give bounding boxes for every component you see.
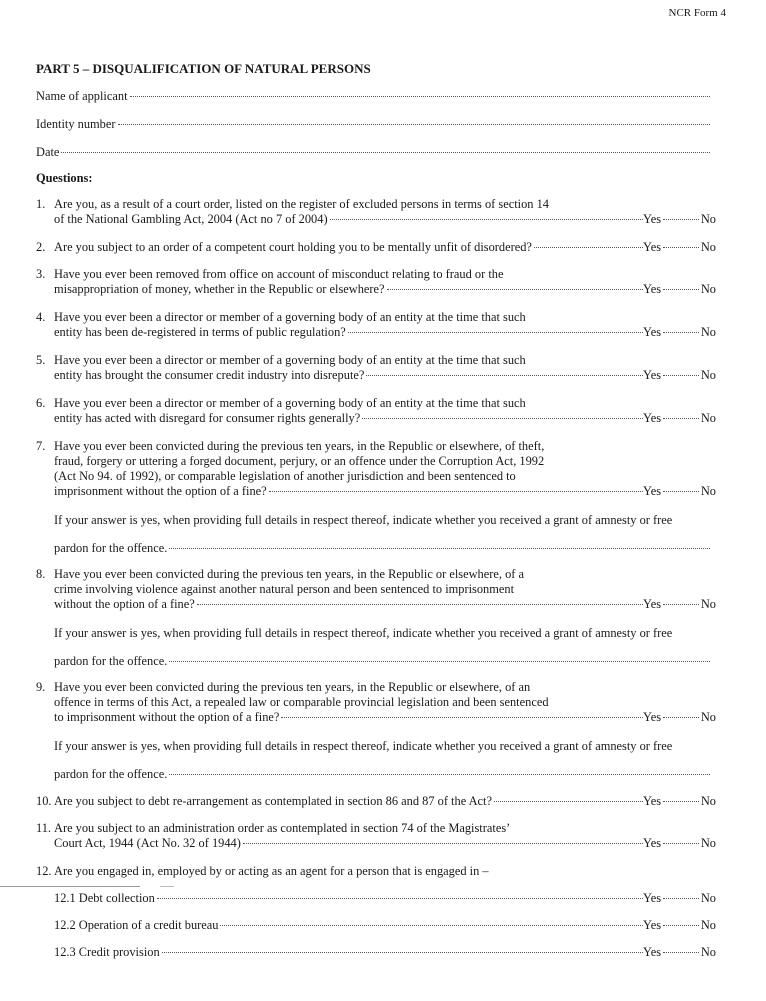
leader-dots [387, 289, 643, 290]
no-option[interactable]: No [700, 597, 716, 611]
question-text: of the National Gambling Act, 2004 (Act no 7 of 2004) [54, 212, 328, 226]
identity-number-line[interactable] [118, 124, 711, 125]
question-7 [36, 439, 716, 499]
leader-dots [663, 247, 699, 248]
leader-dots [663, 604, 699, 605]
amnesty-note-7: If your answer is yes, when providing full details in respect thereof, indicate whether you received a grant of amnesty or free [54, 513, 673, 527]
question-text: without the option of a fine? [54, 597, 195, 611]
amnesty-answer-9[interactable] [54, 767, 710, 782]
question-text: misappropriation of money, whether in the Republic or elsewhere? [54, 282, 385, 296]
leader-dots [330, 219, 643, 220]
identity-number-field[interactable] [36, 117, 710, 132]
yes-option[interactable]: Yes [643, 484, 662, 498]
no-option[interactable]: No [700, 945, 716, 959]
yes-option[interactable]: Yes [643, 836, 662, 850]
yes-option[interactable]: Yes [643, 794, 662, 808]
part-title: PART 5 – DISQUALIFICATION OF NATURAL PERSONS [36, 61, 371, 76]
question-text: offence in terms of this Act, a repealed law or comparable provincial legislation and been sentenced [54, 695, 549, 709]
yes-no-answer[interactable] [643, 597, 716, 612]
yes-no-answer[interactable] [643, 484, 716, 499]
no-option[interactable]: No [700, 891, 716, 905]
amnesty-answer-8[interactable] [54, 654, 710, 669]
question-number: 8. [36, 567, 46, 581]
yes-no-answer[interactable] [643, 794, 716, 809]
question-text: Have you ever been a director or member of a governing body of an entity at the time that such [54, 353, 526, 367]
yes-no-answer[interactable] [643, 282, 716, 297]
question-number: 12. [36, 864, 52, 878]
leader-dots [362, 418, 643, 419]
yes-no-answer[interactable] [643, 240, 716, 255]
sub-item-label: 12.3 Credit provision [54, 945, 160, 959]
no-option[interactable]: No [700, 836, 716, 850]
question-text: (Act No 94. of 1992), or comparable legislation of another jurisdiction and been sentenced to [54, 469, 516, 483]
question-text: to imprisonment without the option of a fine? [54, 710, 280, 724]
question-number: 4. [36, 310, 46, 324]
no-option[interactable]: No [700, 212, 716, 226]
yes-no-answer[interactable] [643, 918, 716, 933]
no-option[interactable]: No [700, 282, 716, 296]
yes-option[interactable]: Yes [643, 710, 662, 724]
question-text: crime involving violence against another natural person and been sentenced to imprisonment [54, 582, 515, 596]
question-text: Are you subject to debt re-arrangement as contemplated in section 86 and 87 of the Act? [54, 794, 492, 808]
leader-dots [348, 332, 643, 333]
yes-option[interactable]: Yes [643, 368, 662, 382]
leader-dots [663, 418, 699, 419]
question-text: Are you, as a result of a court order, listed on the register of excluded persons in terms of section 14 [54, 197, 549, 211]
no-option[interactable]: No [700, 240, 716, 254]
sub-item-label: 12.2 Operation of a credit bureau [54, 918, 219, 932]
leader-dots [663, 375, 699, 376]
question-number: 10. [36, 794, 52, 808]
question-12 [36, 864, 716, 879]
leader-dots [281, 717, 643, 718]
question-text: Have you ever been convicted during the previous ten years, in the Republic or elsewhere, of a [54, 567, 524, 581]
date-line[interactable] [61, 152, 710, 153]
leader-dots [157, 898, 643, 899]
leader-dots [663, 332, 699, 333]
yes-option[interactable]: Yes [643, 325, 662, 339]
date-field[interactable] [36, 145, 710, 160]
sub-item-credit-provision [54, 945, 716, 960]
question-text: Have you ever been convicted during the previous ten years, in the Republic or elsewhere, of theft, [54, 439, 545, 453]
yes-no-answer[interactable] [643, 325, 716, 340]
question-text: Are you subject to an administration order as contemplated in section 74 of the Magistrates’ [54, 821, 511, 835]
applicant-name-label: Name of applicant [36, 89, 128, 103]
question-3 [36, 267, 716, 297]
yes-option[interactable]: Yes [643, 945, 662, 959]
yes-option[interactable]: Yes [643, 411, 662, 425]
leader-dots [663, 801, 699, 802]
leader-dots [366, 375, 643, 376]
leader-dots [220, 925, 643, 926]
leader-dots [663, 717, 699, 718]
yes-option[interactable]: Yes [643, 240, 662, 254]
no-option[interactable]: No [700, 411, 716, 425]
scan-mark [160, 886, 174, 887]
leader-dots [663, 289, 699, 290]
question-text: entity has acted with disregard for consumer rights generally? [54, 411, 361, 425]
question-text: Are you subject to an order of a competent court holding you to be mentally unfit of disordered? [54, 240, 532, 254]
question-number: 7. [36, 439, 46, 453]
amnesty-note-text: pardon for the offence. [54, 541, 168, 555]
yes-no-answer[interactable] [643, 945, 716, 960]
answer-line[interactable] [169, 774, 710, 775]
question-text: Are you engaged in, employed by or acting as an agent for a person that is engaged in – [54, 864, 489, 878]
question-number: 9. [36, 680, 46, 694]
no-option[interactable]: No [700, 368, 716, 382]
amnesty-answer-7[interactable] [54, 541, 710, 556]
question-number: 6. [36, 396, 46, 410]
question-text: Have you ever been convicted during the previous ten years, in the Republic or elsewhere, of an [54, 680, 531, 694]
question-1 [36, 197, 716, 227]
leader-dots [162, 952, 643, 953]
yes-option[interactable]: Yes [643, 918, 662, 932]
leader-dots [197, 604, 643, 605]
sub-item-label: 12.1 Debt collection [54, 891, 155, 905]
question-11 [36, 821, 716, 851]
leader-dots [663, 925, 699, 926]
question-number: 1. [36, 197, 46, 211]
amnesty-note-text: pardon for the offence. [54, 654, 168, 668]
leader-dots [663, 843, 699, 844]
no-option[interactable]: No [700, 710, 716, 724]
question-text: Have you ever been a director or member of a governing body of an entity at the time that such [54, 310, 526, 324]
date-label: Date [36, 145, 60, 159]
question-number: 11. [36, 821, 52, 835]
yes-no-answer[interactable] [643, 411, 716, 426]
yes-option[interactable]: Yes [643, 212, 662, 226]
sub-item-debt-collection [54, 891, 716, 906]
leader-dots [663, 491, 699, 492]
form-number: NCR Form 4 [668, 7, 726, 19]
question-text: Court Act, 1944 (Act No. 32 of 1944) [54, 836, 241, 850]
question-6 [36, 396, 716, 426]
no-option[interactable]: No [700, 325, 716, 339]
no-option[interactable]: No [700, 484, 716, 498]
question-text: Have you ever been removed from office on account of misconduct relating to fraud or the [54, 267, 504, 281]
question-5 [36, 353, 716, 383]
amnesty-note-8: If your answer is yes, when providing full details in respect thereof, indicate whether you received a grant of amnesty or free [54, 626, 673, 640]
answer-line[interactable] [169, 548, 710, 549]
yes-no-answer[interactable] [643, 836, 716, 851]
question-8 [36, 567, 716, 612]
identity-number-label: Identity number [36, 117, 116, 131]
no-option[interactable]: No [700, 794, 716, 808]
leader-dots [663, 898, 699, 899]
yes-no-answer[interactable] [643, 710, 716, 725]
sub-item-credit-bureau [54, 918, 716, 933]
question-text: fraud, forgery or uttering a forged document, perjury, or an offence under the Corruption Act, 1992 [54, 454, 545, 468]
leader-dots [534, 247, 643, 248]
amnesty-note-9: If your answer is yes, when providing full details in respect thereof, indicate whether you received a grant of amnesty or free [54, 739, 673, 753]
amnesty-note-text: pardon for the offence. [54, 767, 168, 781]
question-number: 3. [36, 267, 46, 281]
leader-dots [494, 801, 643, 802]
question-text: entity has been de-registered in terms of public regulation? [54, 325, 346, 339]
yes-no-answer[interactable] [643, 891, 716, 906]
yes-option[interactable]: Yes [643, 282, 662, 296]
applicant-name-field[interactable] [36, 89, 710, 104]
question-2 [36, 240, 716, 255]
yes-option[interactable]: Yes [643, 597, 662, 611]
question-9 [36, 680, 716, 725]
leader-dots [663, 952, 699, 953]
answer-line[interactable] [169, 661, 710, 662]
question-4 [36, 310, 716, 340]
question-text: Have you ever been a director or member of a governing body of an entity at the time that such [54, 396, 526, 410]
question-10 [36, 794, 716, 809]
scan-mark [0, 886, 140, 887]
leader-dots [663, 219, 699, 220]
leader-dots [269, 491, 643, 492]
yes-no-answer[interactable] [643, 368, 716, 383]
applicant-name-line[interactable] [130, 96, 710, 97]
yes-option[interactable]: Yes [643, 891, 662, 905]
question-number: 5. [36, 353, 46, 367]
question-number: 2. [36, 240, 46, 254]
no-option[interactable]: No [700, 918, 716, 932]
question-text: entity has brought the consumer credit industry into disrepute? [54, 368, 365, 382]
question-text: imprisonment without the option of a fine? [54, 484, 267, 498]
yes-no-answer[interactable] [643, 212, 716, 227]
questions-heading: Questions: [36, 171, 93, 185]
leader-dots [243, 843, 643, 844]
